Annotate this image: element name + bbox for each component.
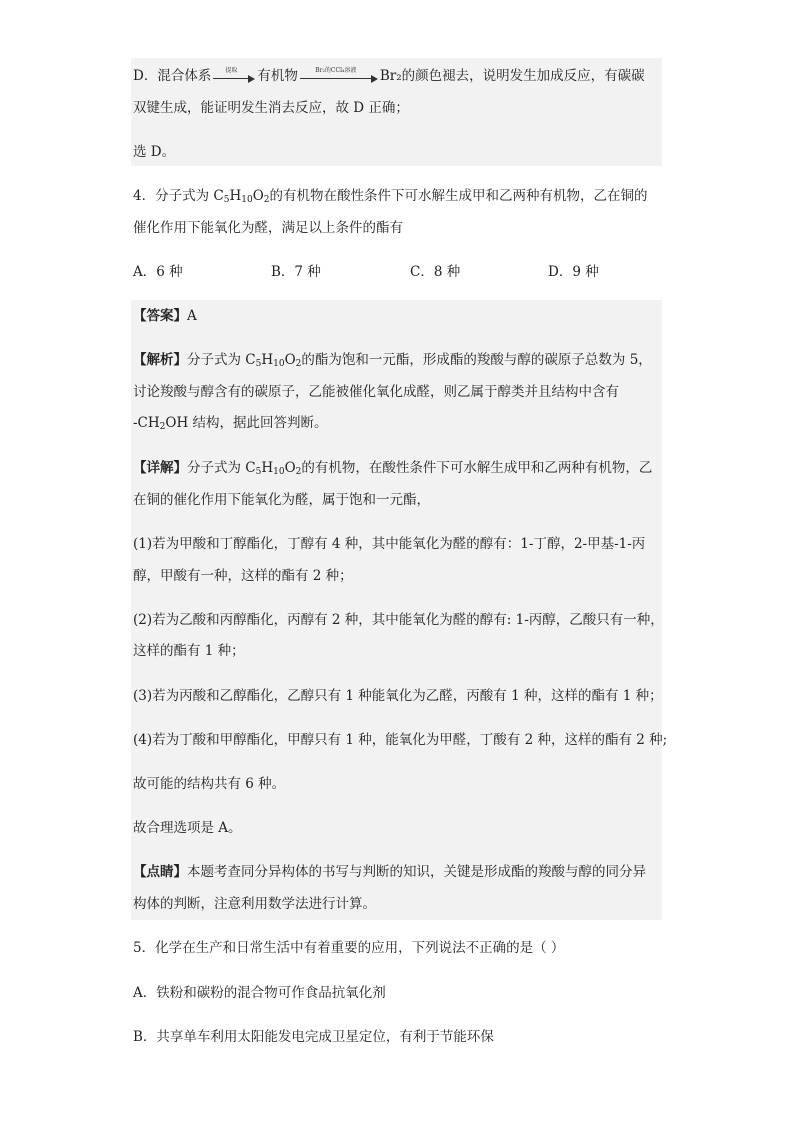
q3-d-mid: 有机物	[257, 68, 298, 84]
q4-case2-line2: 这样的酯有 1 种；	[133, 643, 245, 659]
q4-option-b: B．7 种	[271, 264, 321, 280]
arrow-label-extract: 提取	[225, 66, 238, 74]
q4-option-d: D．9 种	[548, 264, 599, 280]
q4-case4: (4)若为丁酸和甲醇酯化，甲醇只有 1 种，能氧化为甲醛，丁酸有 2 种，这样的酯有 2 种;	[133, 732, 668, 748]
q4-stem-line1: 4．分子式为 $C_5H_{10}O_2$的有机物在酸性条件下可水解生成甲和乙两种有机物，乙在铜的	[133, 188, 648, 205]
q4-case1-line1: (1)若为甲酸和丁醇酯化，丁醇有 4 种，其中能氧化为醛的醇有：1-丁醇，2-甲基-1-丙	[133, 536, 646, 552]
answer-value: A	[187, 308, 197, 324]
q4-option-c: C．8 种	[410, 264, 461, 280]
q3-d-prefix: D．混合体系	[133, 68, 212, 84]
analysis-tag: 【解析】	[133, 352, 187, 368]
answer-tag: 【答案】	[133, 308, 187, 324]
detail-tag: 【详解】	[133, 460, 187, 476]
q5-stem: 5．化学在生产和日常生活中有着重要的应用，下列说法不正确的是（ ）	[133, 940, 565, 956]
q3-option-d-line1	[133, 66, 645, 86]
q4-case1-line2: 醇，甲酸有一种，这样的酯有 2 种；	[133, 568, 353, 584]
q3-d-suffix: Br₂的颜色褪去，说明发生加成反应，有碳碳	[379, 68, 645, 84]
q4-total: 故可能的结构共有 6 种。	[133, 776, 286, 792]
reaction-arrow-bromine	[300, 66, 378, 84]
q4-comment-line2: 构体的判断，注意利用数学法进行计算。	[133, 896, 376, 912]
q4-case2-line1: (2)若为乙酸和丙醇酯化，丙醇有 2 种，其中能氧化为醛的醇有: 1-丙醇，乙酸只有一种，	[133, 612, 664, 628]
q3-option-d-line2: 双键生成，能证明发生消去反应，故 D 正确；	[133, 100, 409, 116]
q3-select: 选 D。	[133, 144, 176, 160]
q4-detail-line1: 【详解】分子式为 $C_5H_{10}O_2$的有机物，在酸性条件下可水解生成甲和乙两种有机物，乙	[133, 460, 653, 477]
q4-analysis-line1: 【解析】分子式为 $C_5H_{10}O_2$的酯为饱和一元酯，形成酯的羧酸与醇的碳原子总数为 5，	[133, 352, 652, 369]
q4-conclusion: 故合理选项是 A。	[133, 820, 242, 836]
arrow-label-bromine: Br₂的CCl₄溶液	[315, 66, 357, 74]
q4-detail-line2: 在铜的催化作用下能氧化为醛，属于饱和一元酯，	[133, 492, 430, 508]
q4-comment-line1: 【点睛】本题考查同分异构体的书写与判断的知识，关键是形成酯的羧酸与醇的同分异	[133, 864, 646, 880]
q4-case3: (3)若为丙酸和乙醇酯化，乙醇只有 1 种能氧化为乙醛，丙酸有 1 种，这样的酯有 1 种；	[133, 688, 663, 704]
q4-answer	[133, 306, 197, 326]
q4-analysis-line3: $-CH_2OH$ 结构，据此回答判断。	[133, 415, 328, 432]
q4-option-a: A．6 种	[133, 264, 183, 280]
q4-stem-line2: 催化作用下能氧化为醛，满足以上条件的酯有	[133, 220, 403, 236]
comment-tag: 【点睛】	[133, 864, 187, 880]
q4-analysis-line2: 讨论羧酸与醇含有的碳原子，乙能被催化氧化成醛，则乙属于醇类并且结构中含有	[133, 384, 619, 400]
reaction-arrow-extract	[213, 66, 255, 84]
q5-option-b: B．共享单车利用太阳能发电完成卫星定位，有利于节能环保	[133, 1029, 494, 1045]
q5-option-a: A．铁粉和碳粉的混合物可作食品抗氧化剂	[133, 985, 386, 1001]
